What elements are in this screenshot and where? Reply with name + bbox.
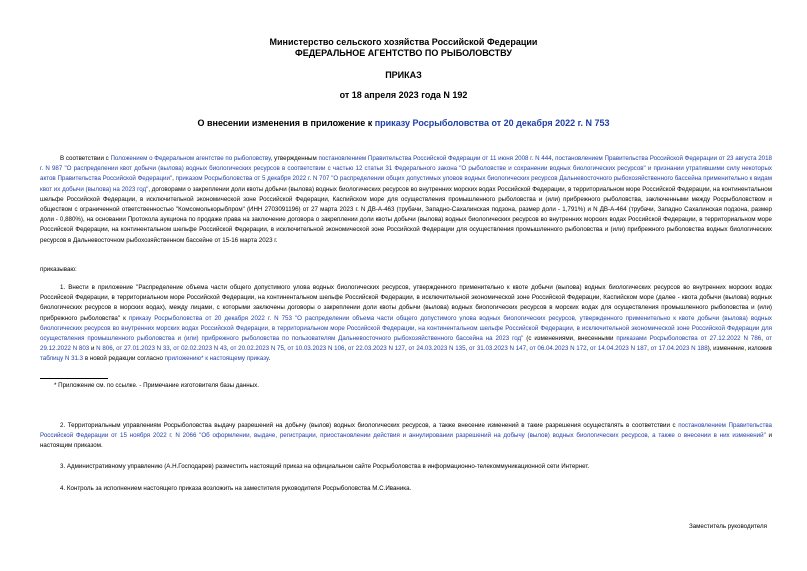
paragraph-text: , [112, 345, 117, 353]
reference-link[interactable]: N 806 [96, 345, 113, 353]
preamble [40, 154, 772, 246]
paragraph-text: , [169, 345, 174, 353]
item-1 [40, 283, 772, 365]
reference-link[interactable]: постановлением Правительства Российской Федерации от 11 июня 2008 г. N 444 [318, 155, 552, 162]
doc-title-prefix: О внесении изменения в приложение к [197, 118, 375, 128]
paragraph-text: , [526, 345, 530, 353]
reference-link[interactable]: постановлением Правительства Российской Федерации от 15 ноября 2022 г. N 2066 "Об оформлении, выдаче, регистрации, приостановлении действия и аннулировании разрешений на добычу (вылов) водных биологических ресурсов, а также о внесении в них изменений" [40, 422, 772, 440]
reference-link[interactable]: от 20.02.2023 N 75 [230, 345, 284, 353]
paragraph-text: , утвержденным [270, 155, 319, 162]
reference-link[interactable]: от 14.04.2023 N 187 [590, 345, 648, 353]
paragraph-text: , [283, 345, 288, 353]
reference-link[interactable]: от 29.12.2022 N 803 [40, 335, 772, 353]
signature: Заместитель руководителя [688, 523, 767, 530]
paragraph-text: ), изменение, изложив [707, 345, 772, 353]
paragraph-text: , [586, 345, 591, 353]
paragraph-text: и [89, 345, 97, 353]
paragraph-text: (с изменениями, внесенными [523, 335, 617, 343]
paragraph-text: 2. Территориальным управлениям Росрыболовства выдачу разрешений на добычу (вылов) водных биологических ресурсов, а также внесение изменений в такие разрешения осуществлять в соответствии с [60, 422, 679, 429]
paragraph-text: в новой редакции согласно [83, 355, 165, 363]
item-2-block [40, 421, 772, 452]
paragraph-text: , [172, 175, 176, 183]
paragraph-text: , [551, 155, 556, 162]
paragraph-text: , [405, 345, 409, 353]
paragraph-text: , [647, 345, 651, 353]
paragraph-text: , [761, 335, 766, 343]
footnote-divider [40, 378, 108, 379]
reference-link[interactable]: приказами Росрыболовства от 27.12.2022 N 786 [616, 335, 762, 343]
paragraph-text: В соответствии с [60, 155, 111, 162]
paragraph-text: , [344, 345, 348, 353]
ministry-name: Министерство сельского хозяйства Российской Федерации [269, 37, 538, 47]
reference-link[interactable]: от 10.03.2023 N 106 [287, 345, 345, 353]
agency-name: ФЕДЕРАЛЬНОЕ АГЕНТСТВО ПО РЫБОЛОВСТВУ [295, 48, 512, 58]
reference-link[interactable]: приказу Росрыболовства от 20 декабря 2022 г. N 753 "О распределении объема части общего допустимого улова водных биологических ресурсов, утвержденного применительно к квоте добычи (вылова) водных биологических ресурсов во внутренних морских водах Российской Федерации, в территориальном море Российской Федерации, на континентальном шельфе Российской Федерации, в исключительной экономической зоне Российской Федерации для осуществления промышленного рыболовства и (или) прибрежного рыболовства по пользователям Дальневосточного рыбохозяйственного бассейна на 2023 год" [40, 314, 772, 343]
reference-link[interactable]: от 22.03.2023 N 127 [347, 345, 405, 353]
doc-type: ПРИКАЗ [385, 70, 422, 80]
paragraph-text: . [268, 355, 271, 363]
item-3-block [40, 462, 772, 472]
reference-link[interactable]: приложению* к настоящему приказу [164, 355, 269, 363]
order-word-block [40, 265, 772, 275]
item-4: 4. Контроль за исполнением настоящего приказа возложить на заместителя руководителя Росрыболовства М.С.Иваника. [60, 485, 412, 492]
doc-title [0, 118, 807, 129]
reference-link[interactable]: приказом Росрыболовства от 5 декабря 2022 г. N 707 "О распределении общих допустимых уловов водных биологических ресурсов Дальневосточного рыбохозяйственного бассейна применительно к видам квот их добычи (вылова) на 2023 год" [40, 175, 772, 193]
doc-date-number: от 18 апреля 2023 года N 192 [339, 90, 468, 100]
item-4-block [40, 484, 772, 494]
reference-link[interactable]: от 17.04.2023 N 188 [650, 345, 708, 353]
reference-link[interactable]: от 06.04.2023 N 172 [529, 345, 587, 353]
doc-title-link[interactable]: приказу Росрыболовства от 20 декабря 2022 г. N 753 [374, 118, 610, 128]
paragraph-text: 1. Внести в приложение "Распределение объема части общего допустимого улова водных биологических ресурсов, утвержденного применительно к квоте добычи (вылова) водных биологических ресурсов во внутренних морских водах Российской Федерации, в территориальном море Российской Федерации, на континентальном шельфе Российской Федерации, в исключительной экономической зоне Российской Федерации, Каспийском море (далее - квота добычи (вылова) водных биологических ресурсов в морских водах), между лицами, с которыми заключены договоры о закреплении доли квоты добычи (вылова) водных биологических ресурсов в морских водах для осуществления промышленного рыболовства и (или) прибрежного рыболовства" к [40, 284, 772, 322]
item-1-block [40, 283, 772, 365]
reference-link[interactable]: таблицу N 31.3 [40, 355, 84, 363]
order-word: приказываю: [40, 266, 77, 273]
item-2 [40, 421, 772, 452]
reference-link[interactable]: постановлением Правительства Российской Федерации от 23 августа 2018 г. N 987 "О распределении квот добычи (вылова) водных биологических ресурсов в соответствии с частью 12 статьи 31 Федерального закона "О рыболовстве и сохранении водных биологических ресурсов" и признании утратившими силу некоторых актов Правительства Российской Федерации" [40, 155, 772, 183]
reference-link[interactable]: от 24.03.2023 N 135 [408, 345, 466, 353]
reference-link[interactable]: от 31.03.2023 N 147 [468, 345, 527, 353]
reference-link[interactable]: Положением о Федеральном агентстве по рыболовству [110, 155, 271, 162]
reference-link[interactable]: от 27.01.2023 N 33 [116, 345, 170, 353]
item-3: 3. Административному управлению (А.Н.Господарев) разместить настоящий приказ на официальном сайте Росрыболовства в информационно-телекоммуникационной сети Интернет. [60, 463, 590, 470]
paragraph-text: , [226, 345, 231, 353]
paragraph-text: и настоящим приказом. [40, 432, 772, 450]
paragraph-text: , [465, 345, 469, 353]
paragraph-text: , договорами о закреплении доли квоты добычи (вылова) водных биологических ресурсов во внутренних морских водах Российской Федерации, в территориальном море Российской Федерации, на континентальном шельфе Российской Федерации, в исключительной экономической зоне Российской Федерации, Каспийском море для осуществления промышленного рыболовства и (или) прибрежного рыболовства, заключенными между Росрыболовством и обществом с ограниченной ответственностью "Комсомолькорыбпром" (ИНН 2703091196) от 27 марта 2023 г. N ДВ-А-463 (трубачи, Западно-Сахалинская подзона, размер доли - 1,791%) и N ДВ-А-464 (трубачи, Западно Сахалинская подзона, размер доли - 0,880%), на основании Протокола аукциона по продаже права на заключение договора о закреплении доли квоты добычи (вылова) водных биологических ресурсов во внутренних морских водах Российской Федерации, в территориальном море Российской Федерации, на континентальном шельфе Российской Федерации, в исключительной экономической зоне Российской Федерации для осуществления промышленного рыболовства и (или) прибрежного рыболовства водных биологических ресурсов в Дальневосточном рыбохозяйственном бассейне от 15-16 марта 2023 г. [40, 185, 772, 244]
reference-link[interactable]: от 02.02.2023 N 43 [173, 345, 227, 353]
preamble-paragraph [40, 154, 772, 246]
footnote: * Приложение см. по ссылке. - Примечание изготовителя базы данных. [54, 382, 259, 389]
